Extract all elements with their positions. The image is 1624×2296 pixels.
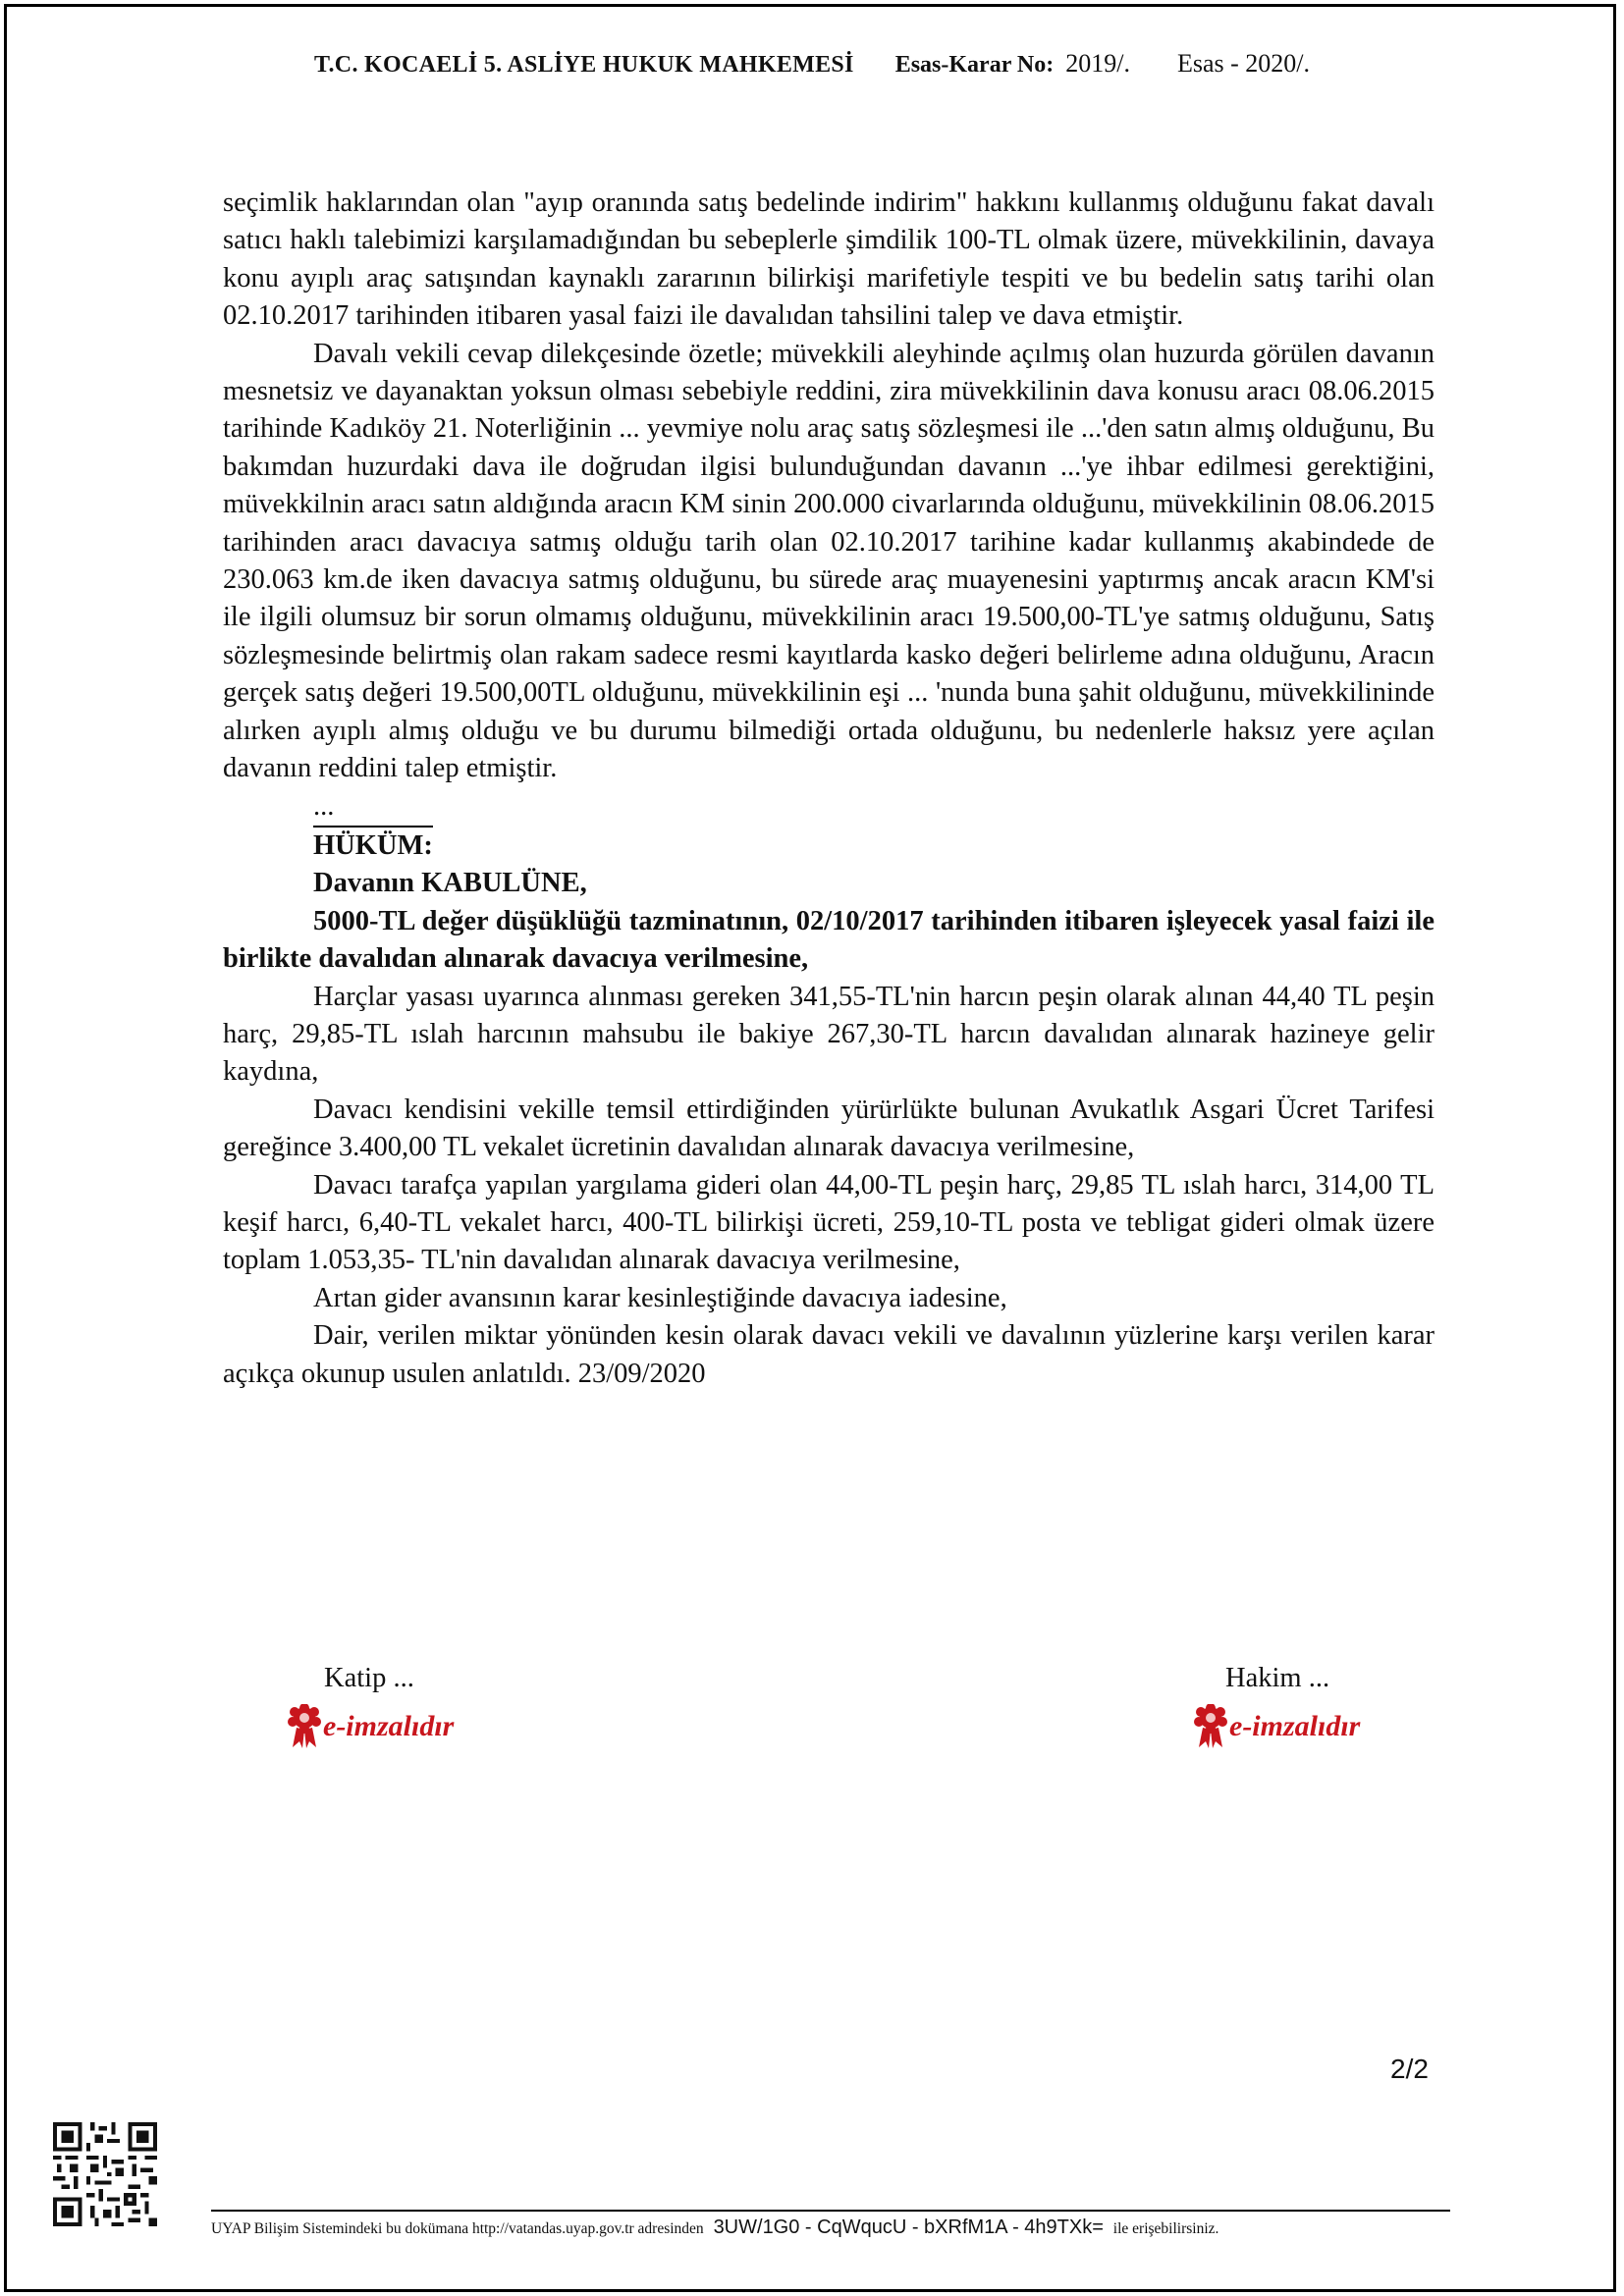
document-header [0,49,1624,79]
clerk-signature [324,1663,414,1694]
paragraph-fees: Harçlar yasası uyarınca alınması gereken 341,55-TL'nin harcın peşin olarak alınan 44,40 TL peşin harç, 29,85-TL ıslah harcının mahsubu ile bakiye 267,30-TL harcın davalıdan alınarak hazineye gelir kaydına, [223,981,1435,1088]
footer-verification [211,2216,1450,2239]
paragraph-attorney-fee: Davacı kendisini vekille temsil ettirdiğinden yürürlükte bulunan Avukatlık Asgari Ücret Tarifesi gereğince 3.400,00 TL vekalet ücretinin davalıdan alınarak davacıya verilmesine, [223,1094,1435,1163]
court-name: T.C. KOCAELİ 5. ASLİYE HUKUK MAHKEMESİ [313,52,854,78]
judge-esignature [1194,1700,1360,1749]
paragraph-closing: Dair, verilen miktar yönünden kesin olarak davacı vekili ve davalının yüzlerine karşı verilen karar açıkça okunup usulen anlatıldı. 23/09/2020 [223,1320,1435,1389]
footer-suffix: ile erişebilirsiniz. [1112,2220,1219,2237]
judge-esignature-label: e-imzalıdır [1229,1710,1361,1742]
esas-number: Esas - 2020/. [1176,49,1311,78]
verdict-acceptance-word: KABULÜNE, [421,868,587,899]
clerk-esignature [288,1700,454,1749]
rosette-seal-icon [1194,1704,1227,1749]
verdict-acceptance [223,865,1435,902]
paragraph-trial-costs: Davacı tarafça yapılan yargılama gideri olan 44,00-TL peşin harç, 29,85 TL ıslah harcı, 314,00 TL keşif harcı, 6,40-TL vekalet harcı, 400-TL bilirkişi ücreti, 259,10-TL posta ve tebligat gideri olmak üzere toplam 1.053,35- TL'nin davalıdan alınarak davacıya verilmesine, [223,1169,1435,1276]
rosette-seal-icon [288,1704,321,1749]
footer-divider [211,2210,1450,2212]
clerk-esignature-label: e-imzalıdır [323,1710,455,1742]
paragraph-defense-summary: Davalı vekili cevap dilekçesinde özetle; müvekkili aleyhinde açılmış olan huzurda görülen davanın mesnetsiz ve dayanaktan yoksun olması sebebiyle reddini, zira müvekkilinin dava konusu aracı 08.06.2015 tarihinde Kadıköy 21. Noterliğinin ... yevmiye nolu araç satış sözleşmesi ile ...'den satın almış olduğunu, Bu bakımdan huzurdaki dava ile doğrudan ilgisi bulunduğundan davanın ...'ye ihbar edilmesi gerektiğini, müvekkilnin aracı satın aldığında aracın KM sinin 200.000 civarlarında olduğunu, müvekkilinin 08.06.2015 tarihinden aracı davacıya satmış olduğu tarih olan 02.10.2017 tarihine kadar kullanmış akabindede de 230.063 km.de iken davacıya satmış olduğunu, bu sürede araç muayenesini yaptırmış ancak aracın KM'si ile ilgili olumsuz bir sorun olmamış olduğunu, müvekkilinin aracı 19.500,00-TL'ye satmış olduğunu, Satış sözleşmesinde belirtmiş olan rakam sadece resmi kayıtlarda kasko değeri belirleme adına olduğunu, Aracın gerçek satış değeri 19.500,00TL olduğunu, müvekkilinin eşi ... 'nunda buna şahit olduğunu, müvekkilininde alırken ayıplı almış olduğu ve bu durumu bilmediği ortada olduğunu, bu nedenlerle haksız yere açılan davanın reddini talep etmiştir. [223,338,1435,784]
paragraph-claim-summary: seçimlik haklarından olan "ayıp oranında satış bedelinde indirim" hakkını kullanmış olduğunu fakat davalı satıcı haklı talebimizi karşılamadığından bu sebeplerle şimdilik 100-TL olmak üzere, müvekkilinin, davaya konu ayıplı araç satışından kaynaklı zararının bilirkişi marifetiyle tespiti ve bu bedelin satış tarihi olan 02.10.2017 tarihinden itibaren yasal faizi ile davalıdan tahsilini talep ve dava etmiştir. [223,187,1435,332]
verdict-heading-wrap [223,826,1435,865]
omission-ellipsis: ... [313,790,335,822]
judge-signature [1225,1663,1329,1694]
verdict-acceptance-prefix: Davanın [313,868,422,899]
page-number: 2/2 [1390,2054,1429,2084]
document-body [223,185,1435,1393]
clerk-title: Katip ... [324,1663,414,1693]
verdict-heading: HÜKÜM: [313,826,433,863]
qr-code-icon[interactable] [53,2122,157,2226]
paragraph-compensation: 5000-TL değer düşüklüğü tazminatının, 02/10/2017 tarihinden itibaren işleyecek yasal faizi ile birlikte davalıdan alınarak davacıya verilmesine, [223,905,1435,975]
footer-prefix: UYAP Bilişim Sistemindeki bu dokümana http://vatandas.uyap.gov.tr adresinden [211,2220,704,2237]
case-number-value: 2019/. [1065,49,1130,78]
case-number-label: Esas-Karar No: [894,52,1055,78]
judge-title: Hakim ... [1225,1663,1330,1693]
paragraph-advance-refund: Artan gider avansının karar kesinleştiğinde davacıya iadesine, [313,1282,1007,1313]
verification-code: 3UW/1G0 - CqWqucU - bXRfM1A - 4h9TXk= [713,2216,1104,2238]
